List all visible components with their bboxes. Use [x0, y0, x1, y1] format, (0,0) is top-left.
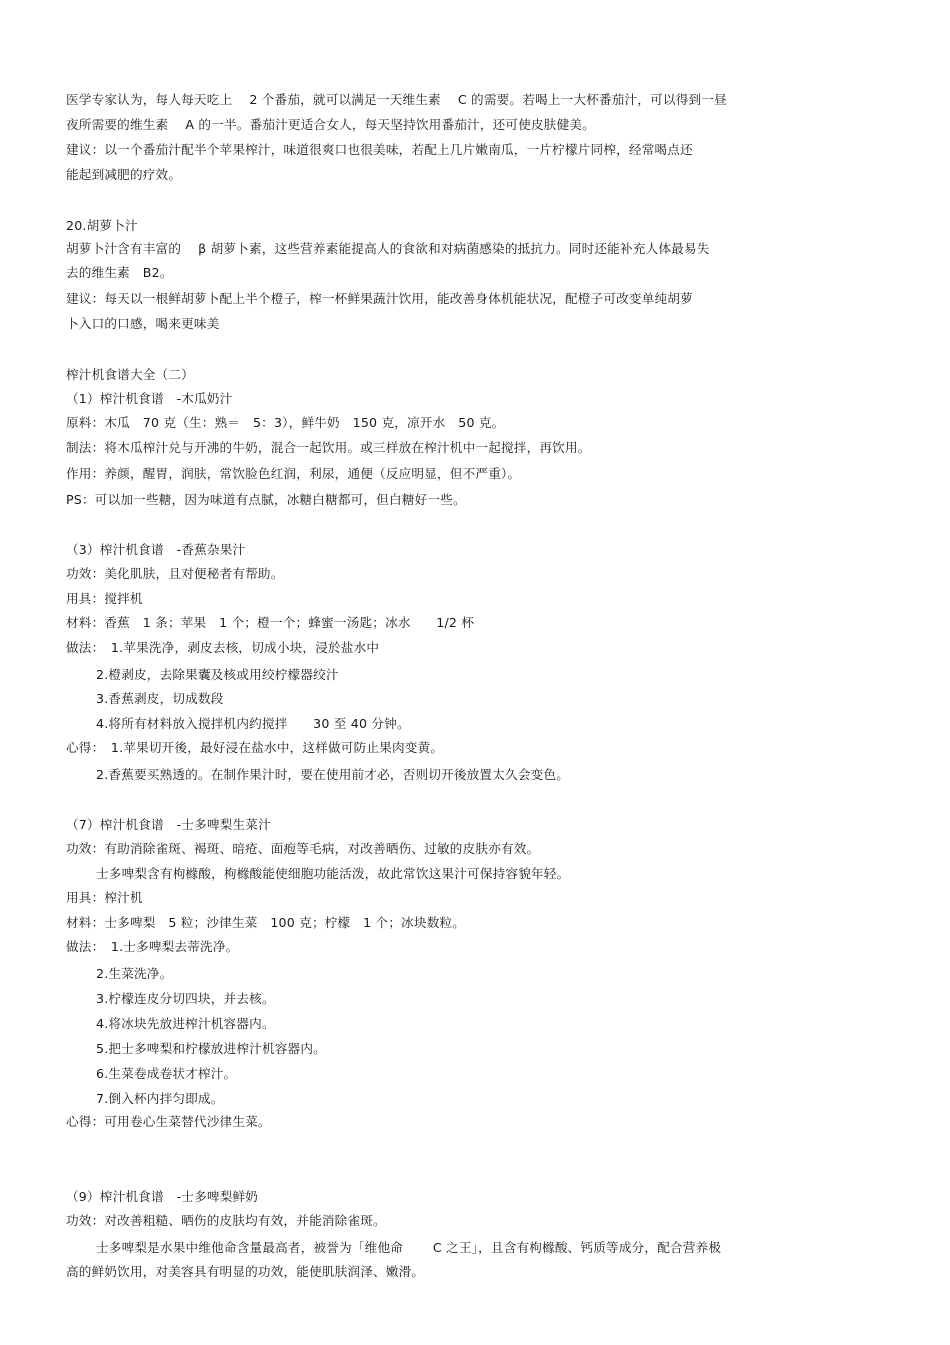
section-heading: 榨汁机食谱大全（二）	[66, 367, 194, 382]
text-line: 士多啤梨是水果中维他命含量最高者，被誉为「维他命 C 之王」，且含有枸橼酸、钙质等成分，配合营养极	[96, 1240, 722, 1255]
step-line: 4.将冰块先放进榨汁机容器内。	[96, 1016, 275, 1031]
text-line: 制法：将木瓜榨汁兑与开沸的牛奶，混合一起饮用。或三样放在榨汁机中一起搅拌，再饮用。	[66, 440, 591, 455]
text-line: 功效：对改善粗糙、晒伤的皮肤均有效，并能消除雀斑。	[66, 1213, 386, 1228]
recipe-title: （1）榨汁机食谱 -木瓜奶汁	[66, 391, 233, 406]
step-line: 2.香蕉要买熟透的。在制作果汁时，要在使用前才必，否则切开後放置太久会变色。	[96, 767, 569, 782]
text-line: 材料：士多啤梨 5 粒；沙律生菜 100 克；柠檬 1 个；冰块数粒。	[66, 915, 466, 930]
text-line: 医学专家认为，每人每天吃上 2 个番茄，就可以满足一天维生素 C 的需要。若喝上一大杯番茄汁，可以得到一昼	[66, 92, 727, 107]
text-line: 夜所需要的维生素 A 的一半。番茄汁更适合女人，每天坚持饮用番茄汁，还可使皮肤健美。	[66, 117, 595, 132]
recipe-title: （7）榨汁机食谱 -士多啤梨生菜汁	[66, 817, 271, 832]
text-line: 功效：有助消除雀斑、褐斑、暗疮、面疱等毛病，对改善晒伤、过敏的皮肤亦有效。	[66, 841, 540, 856]
text-line: 士多啤梨含有枸橼酸，枸橼酸能使细胞功能活泼，故此常饮这果汁可保持容貌年轻。	[96, 866, 570, 881]
step-line: 6.生菜卷成卷状才榨汁。	[96, 1066, 237, 1081]
step-line: 2.橙剥皮，去除果囊及核或用绞柠檬器绞汁	[96, 667, 339, 682]
recipe-title: （3）榨汁机食谱 -香蕉杂果汁	[66, 542, 246, 557]
text-line: 材料：香蕉 1 条；苹果 1 个；橙一个；蜂蜜一汤匙；冰水 1/2 杯	[66, 615, 475, 630]
text-line: 用具：搅拌机	[66, 591, 143, 606]
text-line: 做法： 1.苹果洗净，剥皮去核，切成小块，浸於盐水中	[66, 640, 380, 655]
text-line: PS：可以加一些糖，因为味道有点腻，冰糖白糖都可，但白糖好一些。	[66, 492, 466, 507]
text-line: 卜入口的口感，喝来更味美	[66, 316, 220, 331]
section-heading: 20.胡萝卜汁	[66, 218, 138, 233]
step-line: 2.生菜洗净。	[96, 966, 173, 981]
recipe-title: （9）榨汁机食谱 -士多啤梨鲜奶	[66, 1189, 259, 1204]
step-line: 4.将所有材料放入搅拌机内约搅拌 30 至 40 分钟。	[96, 716, 410, 731]
text-line: 建议：以一个番茄汁配半个苹果榨汁，味道很爽口也很美味，若配上几片嫩南瓜，一片柠檬片同榨，经常喝点还	[66, 142, 693, 157]
text-line: 用具：榨汁机	[66, 890, 143, 905]
text-line: 高的鲜奶饮用，对美容具有明显的功效，能使肌肤润泽、嫩滑。	[66, 1264, 425, 1279]
text-line: 原料：木瓜 70 克（生：熟＝ 5：3），鲜牛奶 150 克，凉开水 50 克。	[66, 415, 505, 430]
step-line: 3.柠檬连皮分切四块，并去核。	[96, 991, 275, 1006]
text-line: 心得： 1.苹果切开後，最好浸在盐水中，这样做可防止果肉变黄。	[66, 740, 444, 755]
text-line: 去的维生素 B2。	[66, 265, 173, 280]
text-line: 心得：可用卷心生菜替代沙律生菜。	[66, 1114, 271, 1129]
step-line: 7.倒入杯内拌匀即成。	[96, 1091, 224, 1106]
text-line: 建议：每天以一根鲜胡萝卜配上半个橙子，榨一杯鲜果蔬汁饮用，能改善身体机能状况，配橙子可改变单纯胡萝	[66, 291, 693, 306]
step-line: 3.香蕉剥皮，切成数段	[96, 691, 224, 706]
text-line: 做法： 1.士多啤梨去蒂洗净。	[66, 939, 239, 954]
text-line: 作用：养颜，醒胃，润肤，常饮脸色红润，利尿，通便（反应明显，但不严重）。	[66, 466, 521, 481]
text-line: 功效：美化肌肤，且对便秘者有帮助。	[66, 566, 284, 581]
step-line: 5.把士多啤梨和柠檬放进榨汁机容器内。	[96, 1041, 326, 1056]
text-line: 能起到减肥的疗效。	[66, 167, 182, 182]
text-line: 胡萝卜汁含有丰富的 β 胡萝卜素，这些营养素能提高人的食欲和对病菌感染的抵抗力。同时还能补充人体最易失	[66, 241, 710, 256]
